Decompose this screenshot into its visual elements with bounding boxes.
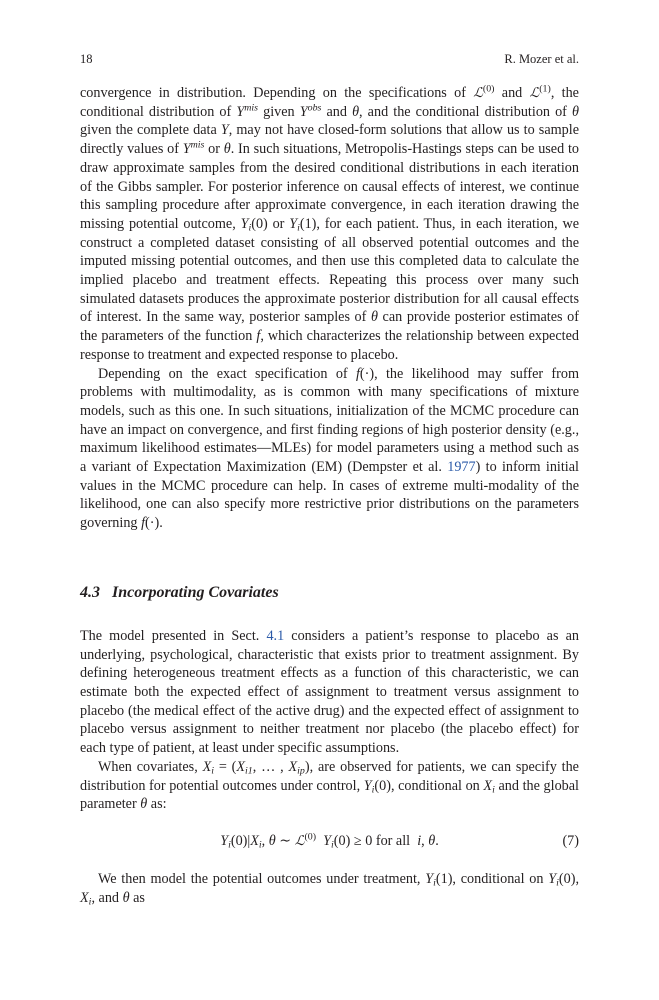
section-title: Incorporating Covariates — [112, 583, 279, 601]
page — [80, 0, 579, 1000]
page-number: 18 — [80, 52, 93, 66]
paragraph-treatment-model: We then model the potential outcomes under treatment, $Y_i(1)$, conditional on $Y_i(0)$, $X_i$, and θ as — [80, 870, 579, 908]
section-heading — [80, 583, 579, 603]
equation-7 — [80, 832, 579, 852]
paragraph-gibbs-sampling: convergence in distribution. Depending on the specifications of ℒ$^{(0)}$ and ℒ$^{(1)}$, the conditional distribution of $Y^{mis}$ given $Y^{obs}$ and θ, and the conditional distribution of θ given the complete data Y, may not have closed-form solutions that allow us to sample directly values of $Y^{mis}$ or θ. In such situations, Metropolis-Hastings steps can be used to draw approximate samples from the desired conditional distributions in each iteration of the Gibbs sampler. For posterior inference on causal effects of interest, we continue this sampling procedure after approximate convergence, in each iteration drawing the missing potential outcome, $Y_i(0)$ or $Y_i(1)$, for each patient. Thus, in each iteration, we construct a completed dataset consisting of all observed potential outcomes and the imputed missing potential outcomes, and then use this completed data to calculate the implied placebo and treatment effects. Repeating this process over many such simulated datasets produces the approximate posterior distribution for all causal effects of interest. In the same way, posterior samples of θ can provide posterior estimates of the parameters of the function f, which characterizes the relationship between expected response to treatment and expected response to placebo. — [80, 83, 579, 363]
running-head: R. Mozer et al. — [504, 52, 579, 66]
equation-body: $Y_i(0)|X_i$, θ ∼ ℒ$^{(0)}$ $Y_i(0) \ge 0$ for all i, θ. — [220, 831, 439, 851]
section-number: 4.3 — [80, 583, 100, 601]
citation-link-dempster[interactable]: 1977 — [447, 459, 476, 476]
paragraph-multimodality: Depending on the exact specification of f(·), the likelihood may suffer from problems with multimodality, as is common with many specifications of mixture models, such as this one. In such situations, initialization of the MCMC procedure can have an impact on convergence, and first finding regions of high posterior density (e.g., maximum likelihood estimates—MLEs) for model parameters using a method such as a variant of Expectation Maximization (EM) (Dempster et al. 1977) to inform initial values in the MCMC procedure can help. In cases of extreme multi-modality of the likelihood, one can also specify more restrictive prior distributions on the parameters governing f(·). — [80, 365, 579, 532]
paragraph-covariates: When covariates, $X_i = (X_{i1}$, … , $X_{ip}$), are observed for patients, we can specify the distribution for potential outcomes under control, $Y_i(0)$, conditional on $X_i$ and the global parameter θ as: — [80, 758, 579, 813]
paragraph-model-sect: The model presented in Sect. 4.1 considers a patient’s response to placebo as an underlying, psychological, characteristic that exists prior to treatment assignment. By defining heterogeneous treatment effects as a function of this characteristic, we can estimate both the expected effect of assignment to treatment versus assignment to placebo (the medical effect of the active drug) and the expected effect of assignment to placebo versus assignment to neither treatment nor placebo (the placebo effect) for each type of patient, at least under specific assumptions. — [80, 627, 579, 757]
section-ref-link[interactable]: 4.1 — [266, 627, 285, 644]
page-body — [80, 84, 579, 907]
equation-number: (7) — [562, 832, 579, 849]
